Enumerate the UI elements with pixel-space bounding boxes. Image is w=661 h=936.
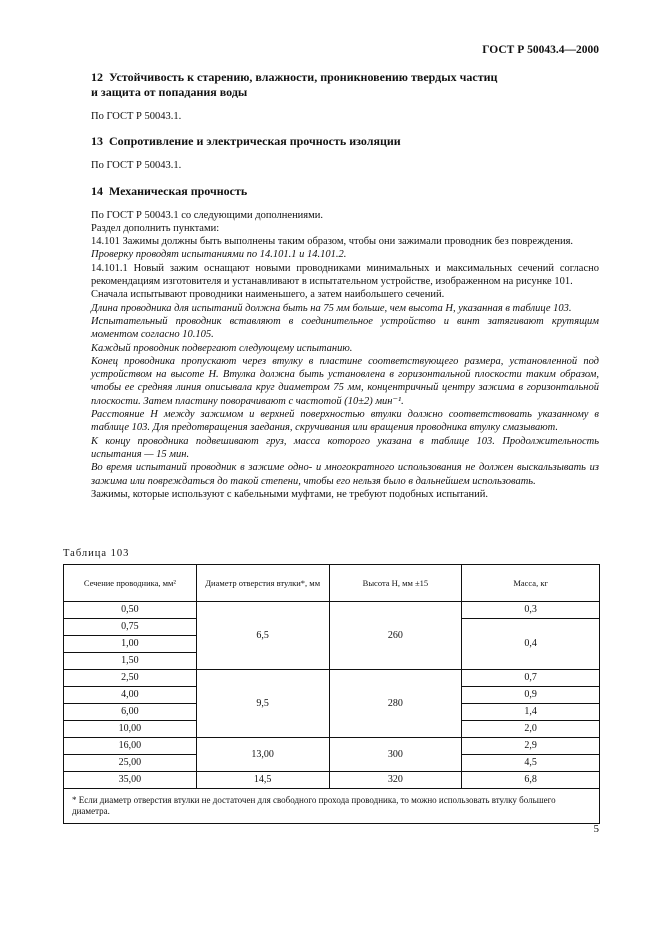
cell: 0,4 xyxy=(462,619,600,670)
paragraph: Сначала испытывают проводники наименьшего, а затем наибольшего сечений. xyxy=(91,289,445,301)
cell: 6,00 xyxy=(64,704,197,721)
table-103 xyxy=(63,564,600,824)
table-caption: Таблица 103 xyxy=(63,548,130,559)
cell: 35,00 xyxy=(64,772,197,789)
cell: 9,5 xyxy=(196,670,329,738)
cell: 13,00 xyxy=(196,738,329,772)
header-cell: Масса, кг xyxy=(462,565,600,602)
section-12-heading: 12 Устойчивость к старению, влажности, проникновению твердых частиц и защита от попадания воды xyxy=(91,70,498,99)
cell: 0,7 xyxy=(462,670,600,687)
document-id: ГОСТ Р 50043.4—2000 xyxy=(482,44,599,56)
cell: 6,5 xyxy=(196,602,329,670)
paragraph: 14.101 Зажимы должны быть выполнены таким образом, чтобы они зажимали проводник без повреждения. xyxy=(91,236,574,248)
header-cell: Диаметр отверстия втулки*, мм xyxy=(196,565,329,602)
cell: 1,50 xyxy=(64,653,197,670)
paragraph: Во время испытаний проводник в зажиме одно- и многократного использования не должен выскальзывать из зажима или повреждаться до такой степени, чтобы его нельзя было в дальнейшем использовать. xyxy=(91,462,599,487)
cell: 280 xyxy=(329,670,462,738)
cell: 6,8 xyxy=(462,772,600,789)
header-cell: Высота H, мм ±15 xyxy=(329,565,462,602)
cell: 0,3 xyxy=(462,602,600,619)
cell: 4,5 xyxy=(462,755,600,772)
page-number: 5 xyxy=(593,823,599,835)
table-header-row xyxy=(64,565,600,602)
paragraph: 14.101.1 Новый зажим оснащают новыми проводниками минимальных и максимальных сечений согласно рекомендациям изготовителя и устанавливают в испытательном устройстве, изображенном на рисунке 101. xyxy=(91,262,599,288)
paragraph: Расстояние H между зажимом и верхней поверхностью втулки должно соответствовать указанному в таблице 103. Для предотвращения заедания, скручивания или вращения проводника втулку смазывают. xyxy=(91,409,599,434)
cell: 0,50 xyxy=(64,602,197,619)
table-row xyxy=(64,772,600,789)
section-13-body: По ГОСТ Р 50043.1. xyxy=(91,160,182,172)
section-12-body: По ГОСТ Р 50043.1. xyxy=(91,111,182,122)
cell: 4,00 xyxy=(64,687,197,704)
cell: 2,9 xyxy=(462,738,600,755)
cell: 260 xyxy=(329,602,462,670)
table-row xyxy=(64,602,600,619)
cell: 25,00 xyxy=(64,755,197,772)
paragraph: Раздел дополнить пунктами: xyxy=(91,222,220,234)
cell: 0,75 xyxy=(64,619,197,636)
table-row xyxy=(64,738,600,755)
paragraph: Длина проводника для испытаний должна быть на 75 мм больше, чем высота H, указанная в таблице 103. xyxy=(91,302,572,314)
table-footnote-row xyxy=(64,789,600,824)
paragraph: Каждый проводник подвергают следующему испытанию. xyxy=(91,342,353,354)
cell: 16,00 xyxy=(64,738,197,755)
section-13-heading: 13 Сопротивление и электрическая прочность изоляции xyxy=(91,134,401,149)
cell: 320 xyxy=(329,772,462,789)
paragraph: Конец проводника пропускают через втулку в пластине соответствующего размера, установленной под устройством на высоте H. Втулка должна быть установлена в горизонтальной плоскости таким образом, чтобы ее средняя линия описывала круг диаметром 75 мм, концентричный центру зажима в горизонтальной плоскости. Затем пластину поворачивают с частотой (10±2) мин⁻¹. xyxy=(91,355,599,407)
paragraph: Проверку проводят испытаниями по 14.101.1 и 14.101.2. xyxy=(91,249,347,261)
header-cell: Сечение проводника, мм² xyxy=(64,565,197,602)
cell: 2,0 xyxy=(462,721,600,738)
cell: 0,9 xyxy=(462,687,600,704)
cell: 2,50 xyxy=(64,670,197,687)
table-row xyxy=(64,670,600,687)
cell: 10,00 xyxy=(64,721,197,738)
paragraph: К концу проводника подвешивают груз, масса которого указана в таблице 103. Продолжительность испытания — 15 мин. xyxy=(91,435,599,460)
cell: 300 xyxy=(329,738,462,772)
section-14-heading: 14 Механическая прочность xyxy=(91,183,248,198)
cell: 1,4 xyxy=(462,704,600,721)
main-text xyxy=(91,70,599,501)
table-footnote: * Если диаметр отверстия втулки не достаточен для свободного прохода проводника, то можно использовать втулку большего диаметра. xyxy=(64,789,600,824)
cell: 1,00 xyxy=(64,636,197,653)
cell: 14,5 xyxy=(196,772,329,789)
paragraph: Испытательный проводник вставляют в соединительное устройство и винт затягивают крутящим моментом согласно 10.105. xyxy=(91,315,599,341)
paragraph: Зажимы, которые используют с кабельными муфтами, не требуют подобных испытаний. xyxy=(91,488,489,500)
paragraph: По ГОСТ Р 50043.1 со следующими дополнениями. xyxy=(91,209,324,221)
